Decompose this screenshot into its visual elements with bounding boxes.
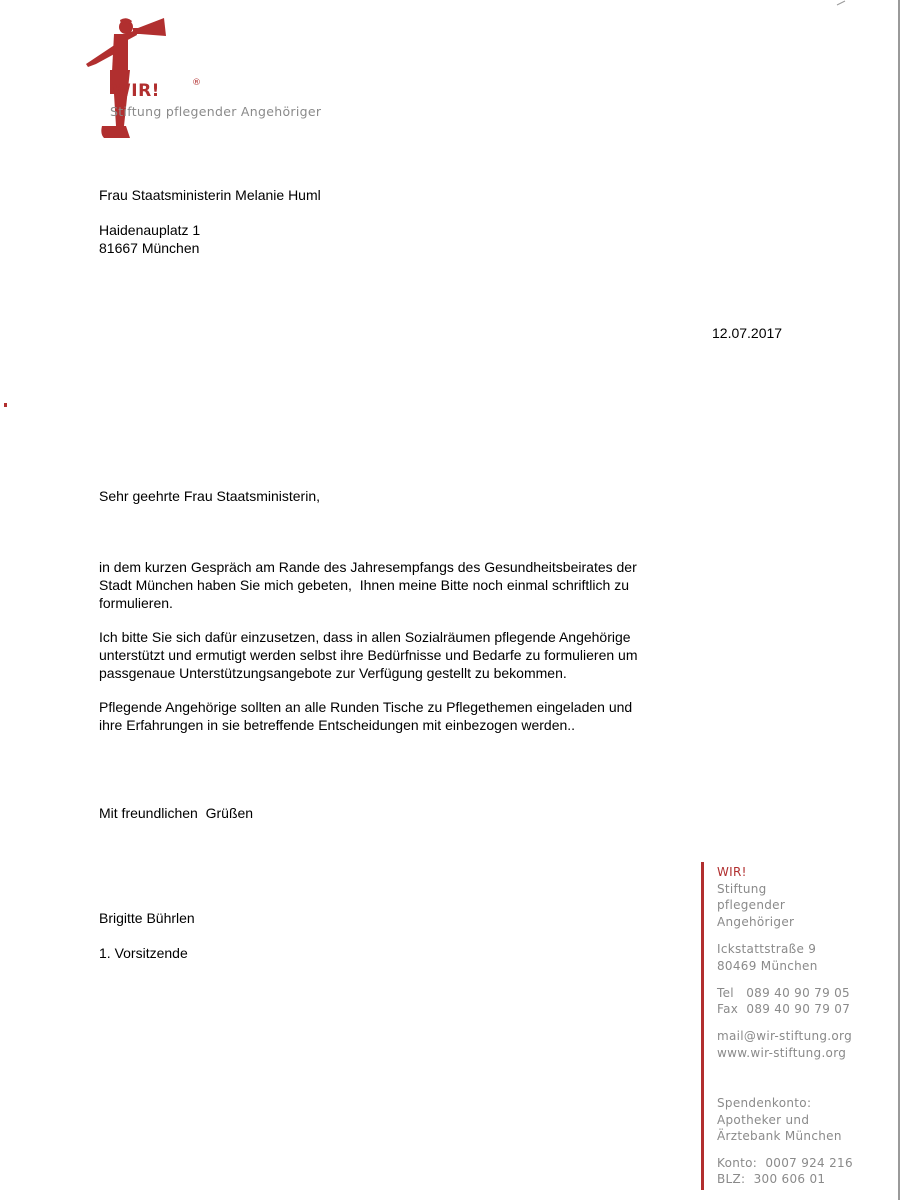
paragraph-1-line-3: formulieren. <box>99 595 173 611</box>
signer-role: 1. Vorsitzende <box>99 945 188 961</box>
sidebar-email: mail@wir-stiftung.org <box>717 1029 852 1043</box>
sidebar-fax: Fax 089 40 90 79 07 <box>717 1002 851 1016</box>
recipient-city: 81667 München <box>99 240 200 256</box>
sidebar-org-line-3: Angehöriger <box>717 915 795 929</box>
logo-wordmark: WIR! <box>112 81 160 101</box>
sidebar-phone: Tel 089 40 90 79 05 <box>717 986 850 1000</box>
sidebar-org-line-2: pflegender <box>717 898 786 912</box>
sidebar-address-street: Ickstattstraße 9 <box>717 942 817 956</box>
paragraph-1-line-1: in dem kurzen Gespräch am Rande des Jahresempfangs des Gesundheitsbeirates der <box>99 559 637 575</box>
sidebar-bank-line-2: Apotheker und <box>717 1113 810 1127</box>
paragraph-2-line-3: passgenaue Unterstützungsangebote zur Verfügung gestellt zu bekommen. <box>99 665 567 681</box>
sidebar-website: www.wir-stiftung.org <box>717 1046 847 1060</box>
salutation: Sehr geehrte Frau Staatsministerin, <box>99 488 320 504</box>
letter-date: 12.07.2017 <box>712 325 783 341</box>
paragraph-3-line-1: Pflegende Angehörige sollten an alle Runden Tische zu Pflegethemen eingeladen und <box>99 699 633 715</box>
recipient-street: Haidenauplatz 1 <box>99 222 201 238</box>
foundation-logo <box>84 14 384 144</box>
registered-mark: ® <box>192 78 201 88</box>
corner-fold-mark <box>836 0 846 6</box>
paragraph-2-line-1: Ich bitte Sie sich dafür einzusetzen, dass in allen Sozialräumen pflegende Angehörige <box>99 629 631 645</box>
paragraph-1-line-2: Stadt München haben Sie mich gebeten, Ihnen meine Bitte noch einmal schriftlich zu <box>99 577 629 593</box>
sidebar-accent-rule <box>701 862 704 1190</box>
sidebar-title: WIR! <box>717 865 747 879</box>
sidebar-bank-line-1: Spendenkonto: <box>717 1096 812 1110</box>
paragraph-2-line-2: unterstützt und ermutigt werden selbst ihre Bedürfnisse und Bedarfe zu formulieren um <box>99 647 638 663</box>
logo-tagline: Stiftung pflegender Angehöriger <box>110 104 322 119</box>
sidebar-address-city: 80469 München <box>717 959 818 973</box>
sidebar-org-line-1: Stiftung <box>717 882 767 896</box>
closing: Mit freundlichen Grüßen <box>99 805 254 821</box>
megaphone-woman-icon <box>84 14 174 142</box>
sidebar-bank-line-3: Ärztebank München <box>717 1129 842 1143</box>
paragraph-3-line-2: ihre Erfahrungen in sie betreffende Entscheidungen mit einbezogen werden.. <box>99 717 576 733</box>
sidebar-account-number: Konto: 0007 924 216 <box>717 1156 853 1170</box>
sidebar-bank-code: BLZ: 300 606 01 <box>717 1172 826 1186</box>
signer-name: Brigitte Bührlen <box>99 910 195 926</box>
recipient-name: Frau Staatsministerin Melanie Huml <box>99 187 321 203</box>
margin-mark <box>4 403 7 407</box>
